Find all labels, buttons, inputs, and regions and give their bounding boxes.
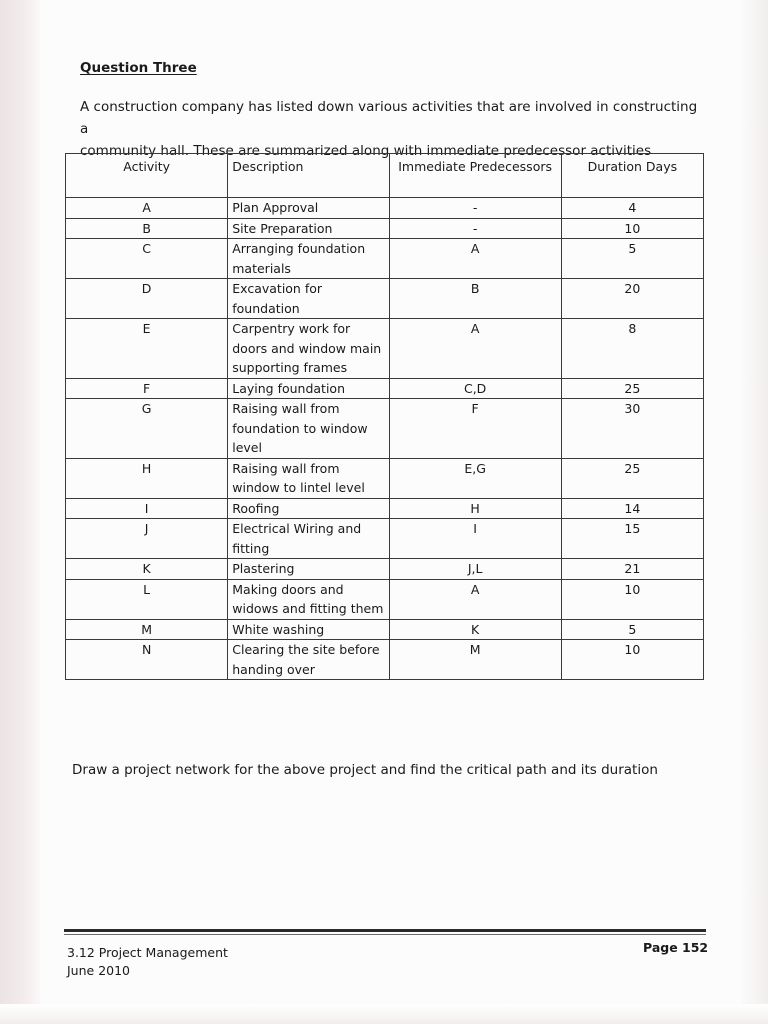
table-row	[66, 640, 704, 680]
table-row	[66, 458, 704, 498]
duration-cell: 25	[561, 458, 703, 498]
duration-cell: 25	[561, 378, 703, 399]
footer-date: June 2010	[67, 963, 131, 978]
duration-cell: 20	[561, 279, 703, 319]
footer-rule-thin	[64, 934, 706, 935]
activity-cell: C	[66, 239, 228, 279]
header-activity: Activity	[66, 154, 228, 198]
description-cell: Laying foundation	[228, 378, 389, 399]
activity-cell: I	[66, 498, 228, 519]
activity-cell: M	[66, 619, 228, 640]
table-row	[66, 619, 704, 640]
activity-cell: H	[66, 458, 228, 498]
header-duration: Duration Days	[561, 154, 703, 198]
scan-bottom-edge	[0, 1004, 768, 1024]
predecessors-cell: A	[389, 239, 561, 279]
predecessors-cell: -	[389, 198, 561, 219]
duration-cell: 30	[561, 399, 703, 459]
page-number: Page 152	[643, 940, 709, 955]
duration-cell: 21	[561, 559, 703, 580]
footer-left	[67, 944, 228, 980]
table-row	[66, 239, 704, 279]
description-cell: Raising wall from foundation to window level	[228, 399, 389, 459]
predecessors-cell: K	[389, 619, 561, 640]
description-cell: Carpentry work for doors and window main supporting frames	[228, 319, 389, 379]
scan-right-edge	[742, 0, 768, 1024]
activity-cell: G	[66, 399, 228, 459]
duration-cell: 5	[561, 619, 703, 640]
predecessors-cell: E,G	[389, 458, 561, 498]
activity-cell: E	[66, 319, 228, 379]
predecessors-cell: F	[389, 399, 561, 459]
predecessors-cell: A	[389, 579, 561, 619]
activity-cell: A	[66, 198, 228, 219]
activity-cell: B	[66, 218, 228, 239]
duration-cell: 5	[561, 239, 703, 279]
intro-line-1: A construction company has listed down various activities that are involved in constructing a	[80, 99, 698, 137]
predecessors-cell: H	[389, 498, 561, 519]
table-row	[66, 198, 704, 219]
activity-cell: D	[66, 279, 228, 319]
predecessors-cell: B	[389, 279, 561, 319]
description-cell: Clearing the site before handing over	[228, 640, 389, 680]
duration-cell: 10	[561, 579, 703, 619]
duration-cell: 8	[561, 319, 703, 379]
description-cell: White washing	[228, 619, 389, 640]
duration-cell: 15	[561, 519, 703, 559]
description-cell: Site Preparation	[228, 218, 389, 239]
header-description: Description	[228, 154, 389, 198]
activity-cell: N	[66, 640, 228, 680]
table-row	[66, 279, 704, 319]
table-row	[66, 218, 704, 239]
scan-left-edge	[0, 0, 40, 1024]
header-predecessors: Immediate Predecessors	[389, 154, 561, 198]
description-cell: Excavation for foundation	[228, 279, 389, 319]
instruction-text: Draw a project network for the above project and find the critical path and its duration	[72, 762, 658, 778]
description-cell: Arranging foundation materials	[228, 239, 389, 279]
footer-rule	[64, 929, 706, 932]
table-row	[66, 559, 704, 580]
footer-course: 3.12 Project Management	[67, 945, 228, 960]
table-row	[66, 498, 704, 519]
activities-table	[65, 153, 704, 680]
predecessors-cell: -	[389, 218, 561, 239]
table-row	[66, 519, 704, 559]
description-cell: Making doors and widows and fitting them	[228, 579, 389, 619]
activity-cell: K	[66, 559, 228, 580]
duration-cell: 10	[561, 218, 703, 239]
predecessors-cell: M	[389, 640, 561, 680]
table-row	[66, 319, 704, 379]
table-row	[66, 579, 704, 619]
intro-line-2: community hall. These are summarized along with immediate predecessor activities	[80, 143, 652, 159]
table-header-row	[66, 154, 704, 198]
duration-cell: 10	[561, 640, 703, 680]
activity-cell: F	[66, 378, 228, 399]
predecessors-cell: I	[389, 519, 561, 559]
table-row	[66, 378, 704, 399]
description-cell: Roofing	[228, 498, 389, 519]
activity-cell: L	[66, 579, 228, 619]
activity-cell: J	[66, 519, 228, 559]
description-cell: Electrical Wiring and fitting	[228, 519, 389, 559]
predecessors-cell: J,L	[389, 559, 561, 580]
description-cell: Plastering	[228, 559, 389, 580]
description-cell: Raising wall from window to lintel level	[228, 458, 389, 498]
predecessors-cell: A	[389, 319, 561, 379]
question-title: Question Three	[80, 60, 197, 76]
table-row	[66, 399, 704, 459]
description-cell: Plan Approval	[228, 198, 389, 219]
duration-cell: 4	[561, 198, 703, 219]
predecessors-cell: C,D	[389, 378, 561, 399]
duration-cell: 14	[561, 498, 703, 519]
